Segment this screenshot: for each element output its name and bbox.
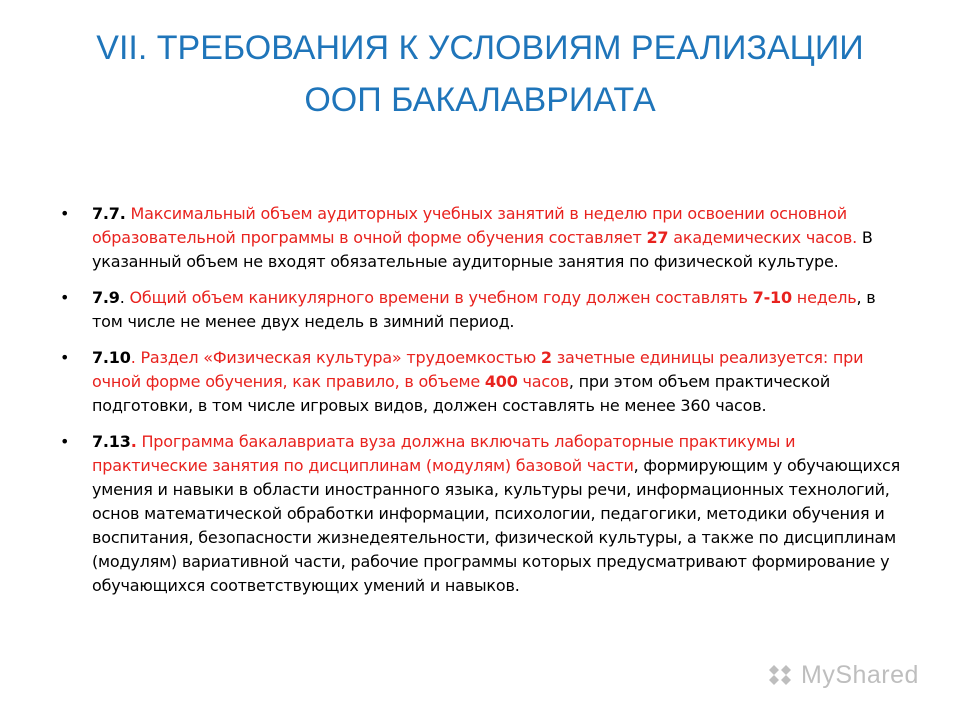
item-body-text: В указанный объем не входят обязательные аудиторные занятия по физической культуре. <box>92 228 873 271</box>
item-body-text: , в том числе не менее двух недель в зимний период. <box>92 288 876 331</box>
item-emphasis-text: Программа бакалавриата вуза должна включать лабораторные практикумы и практические занятия по дисциплинам (модулям) базовой части <box>92 432 796 475</box>
item-emphasis-text: академических часов. <box>668 228 857 247</box>
slide-title <box>40 22 920 126</box>
slide-title-line-1: VII. ТРЕБОВАНИЯ К УСЛОВИЯМ РЕАЛИЗАЦИИ <box>96 29 864 67</box>
list-item-7-9 <box>50 286 910 334</box>
item-emphasis-value: 7-10 <box>752 288 792 307</box>
bullet-icon: • <box>60 288 70 307</box>
item-emphasis-text: . Раздел «Физическая культура» трудоемкостью <box>130 348 541 367</box>
myshared-logo-icon <box>765 660 795 690</box>
watermark-text: MyShared <box>801 660 919 689</box>
item-emphasis-value: 2 <box>540 348 552 367</box>
list-item-7-13 <box>50 430 910 598</box>
item-body-text: , формирующим у обучающихся умения и навыки в области иностранного языка, культуры речи, информационных технологий, основ математической обработки информации, психологии, педагогики, методики обучения и воспитания, безопасности жизнедеятельности, физической культуры, а также по дисциплинам (модулям) вариативной части, рабочие программы которых предусматривают формирование у обучающихся соответствующих умений и навыков. <box>92 456 900 595</box>
bullet-icon: • <box>60 432 70 451</box>
item-emphasis-text: зачетные единицы реализуется: при очной форме обучения, как правило, в объеме <box>92 348 864 391</box>
item-number: 7.9 <box>92 288 120 307</box>
item-emphasis-text: часов <box>517 372 569 391</box>
bullet-icon: • <box>60 348 70 367</box>
item-emphasis-text: Максимальный объем аудиторных учебных занятий в неделю при освоении основной образовательной программы в очной форме обучения составляет <box>92 204 847 247</box>
list-item-7-10 <box>50 346 910 418</box>
item-number: 7.10 <box>92 348 131 367</box>
bullet-icon: • <box>60 204 70 223</box>
list-item-7-7 <box>50 202 910 274</box>
item-emphasis-value: . <box>130 432 137 451</box>
slide-title-line-2: ООП БАКАЛАВРИАТА <box>304 81 656 119</box>
item-number: 7.7. <box>92 204 126 223</box>
item-body-text: . <box>119 288 125 307</box>
item-emphasis-text: недель <box>791 288 857 307</box>
requirements-list <box>50 202 910 598</box>
item-emphasis-value: 27 <box>646 228 669 247</box>
item-emphasis-value: 400 <box>484 372 518 391</box>
item-body-text: , при этом объем практической подготовки, в том числе игровых видов, должен составлять не менее 360 часов. <box>92 372 831 415</box>
item-number: 7.13 <box>92 432 131 451</box>
watermark <box>765 655 919 695</box>
item-emphasis-text: Общий объем каникулярного времени в учебном году должен составлять <box>124 288 753 307</box>
